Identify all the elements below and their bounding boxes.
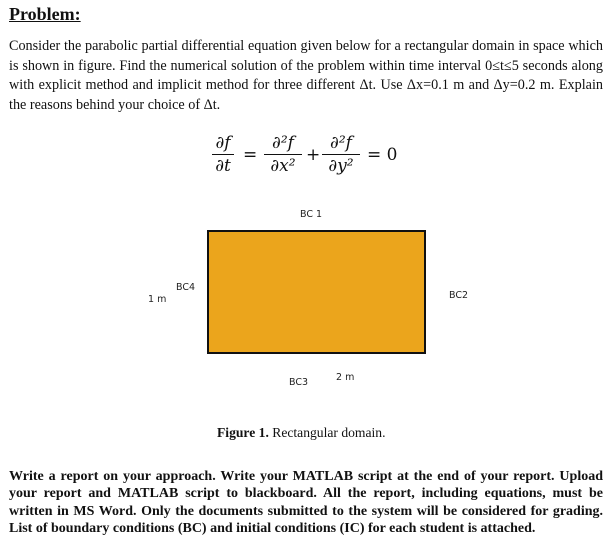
time-derivative bbox=[212, 133, 234, 176]
figure-caption bbox=[217, 425, 386, 441]
equals-sign: = bbox=[243, 145, 258, 165]
rectangular-domain bbox=[207, 230, 426, 354]
y-derivative-denominator: ∂y² bbox=[328, 156, 354, 176]
problem-heading: Problem: bbox=[9, 4, 81, 24]
submission-instructions: Write a report on your approach. Write your MATLAB script at the end of your report. Upload your report and MATLAB script to blackboard. All the report, including equations, must be written in MS Word. Only the documents submitted to the system will be considered for grading. List of boundary conditions (BC) and initial conditions (IC) for each student is attached. bbox=[9, 469, 603, 537]
x-second-derivative bbox=[264, 133, 302, 176]
bc-left-label: BC4 bbox=[176, 282, 196, 293]
bc-right-label: BC2 bbox=[449, 290, 469, 301]
pde-equation bbox=[212, 133, 412, 181]
x-derivative-denominator: ∂x² bbox=[270, 156, 296, 176]
time-derivative-denominator: ∂t bbox=[215, 156, 231, 176]
y-derivative-numerator: ∂²f bbox=[330, 133, 352, 153]
height-label: 1 m bbox=[148, 294, 167, 305]
bc-top-label: BC 1 bbox=[300, 209, 323, 220]
figure-caption-text: Rectangular domain. bbox=[268, 425, 386, 440]
problem-statement: Consider the parabolic partial differential equation given below for a rectangular domain in space which is shown in figure. Find the numerical solution of the problem within time interval 0≤t≤5 seconds along with explicit method and implicit method for three different Δt. Use Δx=0.1 m and Δy=0.2 m. Explain the reasons behind your choice of Δt. bbox=[9, 38, 603, 113]
y-second-derivative bbox=[322, 133, 360, 176]
figure-caption-prefix: Figure 1. bbox=[217, 425, 269, 440]
width-label: 2 m bbox=[336, 372, 355, 383]
bc-bottom-label: BC3 bbox=[289, 377, 309, 388]
plus-sign: + bbox=[306, 145, 321, 165]
equals-zero: = 0 bbox=[367, 145, 398, 165]
time-derivative-numerator: ∂f bbox=[215, 133, 231, 153]
x-derivative-numerator: ∂²f bbox=[272, 133, 294, 153]
